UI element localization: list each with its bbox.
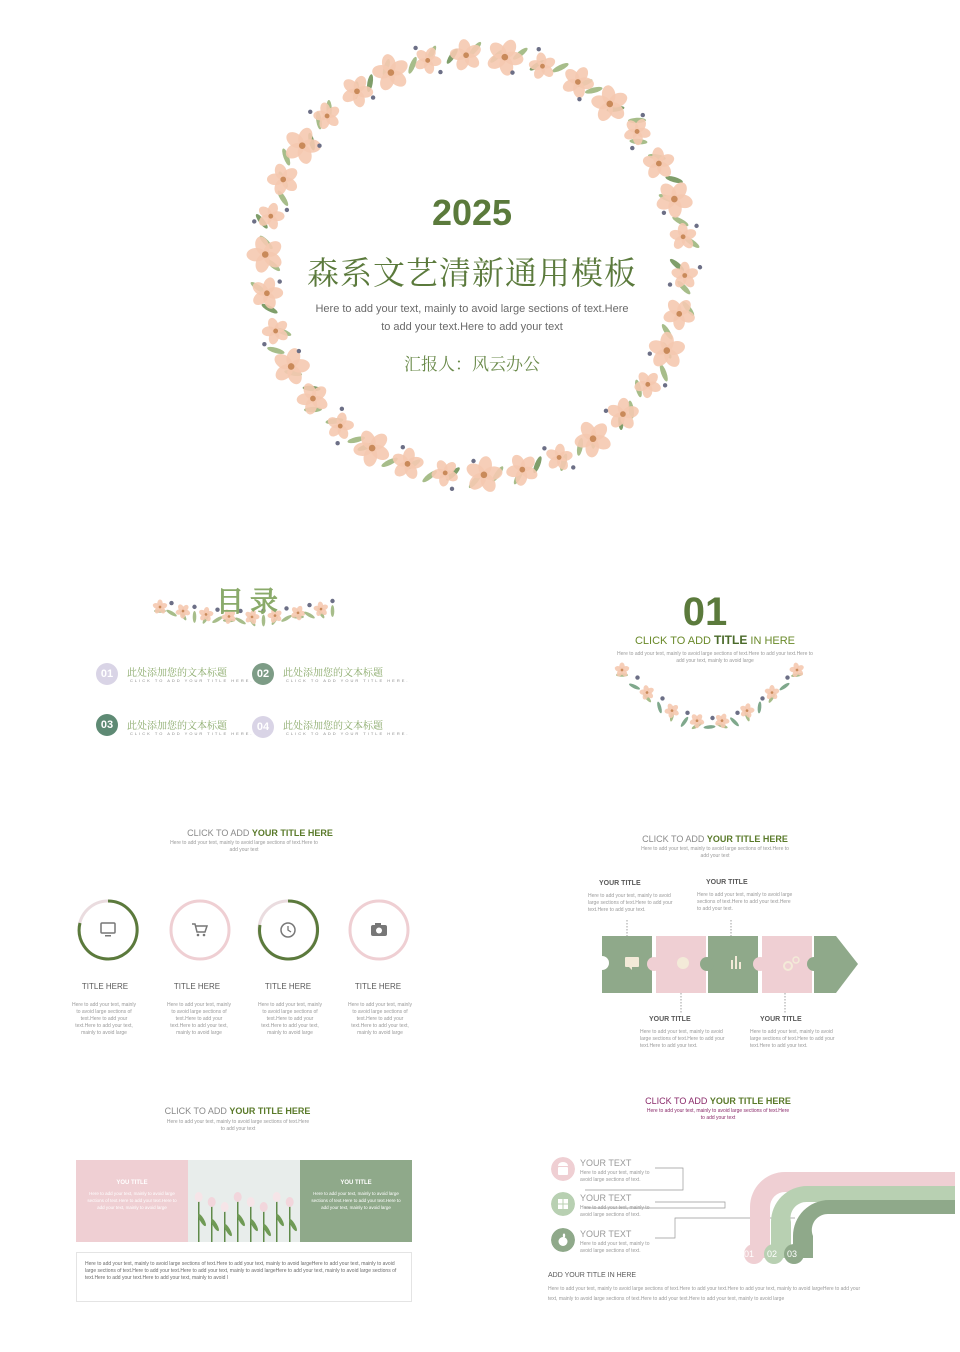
flower (345, 421, 400, 476)
toc-item-04[interactable] (252, 716, 410, 738)
os-item-android (551, 1157, 650, 1186)
puzzle-title-3: YOUR TITLE (649, 1016, 691, 1023)
leaf (680, 716, 690, 728)
berry (604, 409, 608, 413)
slide-heading (618, 1096, 818, 1106)
leaf (779, 682, 791, 692)
berry (450, 487, 454, 491)
panel-title: YOU TITLE (340, 1180, 372, 1186)
toc-title: 目录 (216, 586, 285, 617)
toc-item-sub: CLICK TO ADD YOUR TITLE HERE. (286, 731, 410, 736)
puzzle-title-1: YOUR TITLE (599, 880, 641, 887)
berry (284, 606, 288, 610)
berry (571, 465, 575, 469)
berry (660, 696, 664, 700)
tulip-head (273, 1192, 281, 1202)
os-item-title: YOUR TEXT (580, 1158, 632, 1168)
toc-item-sub: CLICK TO ADD YOUR TITLE HERE. (130, 731, 254, 736)
berry (307, 603, 311, 607)
os-item-title: YOUR TEXT (580, 1193, 632, 1203)
toc-item-02[interactable] (252, 663, 410, 685)
android-icon (551, 1157, 575, 1181)
heading-pre: CLICK TO ADD (642, 834, 707, 844)
item-title: TITLE HERE (354, 982, 402, 991)
flower (712, 710, 733, 731)
puzzle-title-4: YOUR TITLE (760, 1016, 802, 1023)
heading-bold: YOUR TITLE HERE (709, 1096, 791, 1106)
puzzle-text-4: Here to add your text, mainly to avoid large sections of text.Here to add your text.Here to add your text. (750, 1029, 835, 1049)
item-title: TITLE HERE (173, 982, 221, 991)
section-title (600, 633, 830, 647)
flower (388, 445, 428, 483)
green-panel (300, 1160, 412, 1242)
toc-item-sub: CLICK TO ADD YOUR TITLE HERE. (130, 678, 254, 683)
flower (325, 410, 356, 442)
tulip-head (195, 1192, 203, 1202)
windows-icon (551, 1192, 575, 1216)
cover-title: 森系文艺清新通用模板 (306, 255, 637, 291)
flower (479, 31, 531, 84)
toc-item-label: 此处添加您的文本标题 (127, 668, 227, 679)
slide-heading-text: Here to add your text, mainly to avoid large sections of text.Here to add your text (646, 1108, 790, 1121)
item-title: TITLE HERE (81, 982, 129, 991)
flower (444, 33, 489, 77)
toc-item-label: 此处添加您的文本标题 (127, 721, 227, 732)
stem (237, 1200, 239, 1242)
item-text: Here to add your text, mainly to avoid large sections of text.Here to add your text.Here to add your text, mainly to avoid large (258, 1002, 322, 1036)
text-box (76, 1252, 412, 1302)
monitor-icon (101, 923, 115, 937)
slide-heading (140, 828, 380, 838)
berry (330, 599, 334, 603)
leaf (165, 609, 177, 618)
heading-bold: YOUR TITLE HERE (706, 834, 788, 844)
toc-item-sub: CLICK TO ADD YOUR TITLE HERE. (286, 678, 410, 683)
tulip-head (234, 1192, 242, 1202)
item-text: Here to add your text, mainly to avoid large sections of text.Here to add your text.Here to add your text, mainly to avoid large (167, 1002, 231, 1036)
berry (537, 47, 541, 51)
berry (577, 97, 581, 101)
toc-number-badge: 01 (96, 663, 118, 685)
apple-icon (551, 1228, 575, 1252)
slide-heading-text: Here to add your text, mainly to avoid large sections of text.Here to add your text (166, 1119, 310, 1132)
slide-heading-text: Here to add your text, mainly to avoid large sections of text.Here to add your text (170, 840, 318, 853)
berry (641, 113, 645, 117)
berry (308, 110, 312, 114)
toc-item-label: 此处添加您的文本标题 (283, 721, 383, 732)
berry (635, 675, 639, 679)
section-title-pre: CLICK TO ADD (634, 635, 715, 647)
berry (542, 446, 546, 450)
item-title: TITLE HERE (264, 982, 312, 991)
cover-subtitle-line1: Here to add your text, mainly to avoid large sections of text.Here (315, 303, 629, 315)
stem (198, 1200, 200, 1242)
berry (401, 445, 405, 449)
flower (172, 600, 194, 622)
band-number-03: 03 (787, 1249, 798, 1259)
berry (192, 605, 196, 609)
berry (413, 46, 417, 50)
item-text: Here to add your text, mainly to avoid large sections of text.Here to add your text.Here to add your text, mainly to avoid large (348, 1002, 412, 1036)
tulip-head (286, 1197, 294, 1207)
leaf (729, 716, 740, 727)
puzzle-title-2: YOUR TITLE (706, 879, 748, 886)
tulip-head (260, 1202, 268, 1212)
heading-pre: CLICK TO ADD (187, 828, 252, 838)
os-item-title: YOUR TEXT (580, 1229, 632, 1239)
toc-number-badge: 02 (252, 663, 274, 685)
footer-title: ADD YOUR TITLE IN HERE (548, 1272, 637, 1279)
section-title-post: IN HERE (747, 635, 796, 647)
berry (710, 716, 714, 720)
berry (262, 342, 266, 346)
berry (340, 407, 344, 411)
pink-panel (76, 1160, 188, 1242)
section-title-bold: TITLE (714, 633, 748, 647)
cart-icon (192, 924, 207, 936)
puzzle-arrow (596, 918, 861, 1018)
cover-subtitle (0, 300, 944, 336)
berry (438, 70, 442, 74)
leaf (331, 605, 335, 617)
item-text: Here to add your text, mainly to avoid large sections of text.Here to add your text.Here to add your text, mainly to avoid large (72, 1002, 136, 1036)
bubble-icon (677, 957, 689, 969)
panel-title: YOU TITLE (116, 1180, 148, 1186)
toc-item-03[interactable] (96, 714, 254, 736)
flower (458, 449, 510, 500)
leaf (757, 701, 762, 713)
berry (663, 383, 667, 387)
flower (527, 50, 559, 83)
camera-icon (371, 923, 387, 936)
puzzle-text-1: Here to add your text, mainly to avoid large sections of text.Here to add your text.Here to add your text. (588, 893, 673, 913)
berry (317, 143, 321, 147)
band-number-02: 02 (767, 1249, 778, 1259)
os-item-text: Here to add your text, mainly to avoid large sections of text. (580, 1241, 650, 1254)
heading-pre: CLICK TO ADD (645, 1096, 710, 1106)
panel-text: Here to add your text, mainly to avoid large sections of text.Here to add your text.Here to add your text, mainly to avoid large (87, 1191, 177, 1210)
leaf (303, 611, 315, 620)
berry (735, 711, 739, 715)
tulip-head (208, 1197, 216, 1207)
flower (689, 713, 705, 728)
puzzle-text-3: Here to add your text, mainly to avoid large sections of text.Here to add your text.Here to add your text. (640, 1029, 725, 1049)
os-item-text: Here to add your text, mainly to avoid large sections of text. (580, 1205, 650, 1218)
flower (539, 437, 579, 477)
slide-heading (130, 1106, 345, 1116)
leaf (703, 725, 715, 730)
heading-bold: YOUR TITLE HERE (229, 1106, 311, 1116)
os-item-windows (551, 1192, 650, 1221)
tulip-head (247, 1197, 255, 1207)
toc-number-badge: 03 (96, 714, 118, 736)
puzzle-text-2: Here to add your text, mainly to avoid large sections of text.Here to add your text.Here to add your text. (697, 892, 793, 912)
berry (685, 711, 689, 715)
slide-heading (600, 834, 830, 844)
footer-text: Here to add your text, mainly to avoid large sections of text.Here to add your text.Here to add your text, mainly to avoid largeHere to add your text, mainly to avoid large sections of text.Here to add your text.Here to add your text, mainly to avoid large (548, 1286, 861, 1302)
icon-circles (70, 895, 420, 970)
berry (169, 601, 173, 605)
stem (276, 1200, 278, 1242)
berry (760, 696, 764, 700)
leaf (628, 682, 640, 690)
flower (307, 96, 346, 136)
tulip-head (221, 1202, 229, 1212)
section-floral-arc (612, 660, 807, 740)
berry (371, 95, 375, 99)
heading-bold: YOUR TITLE HERE (251, 828, 333, 838)
berry (510, 70, 514, 74)
cover-reporter: 汇报人：风云办公 (404, 355, 540, 374)
cover-subtitle-line2: to add your text.Here to add your text (381, 321, 563, 333)
os-item-apple (551, 1228, 650, 1257)
leaf (193, 611, 197, 623)
text-box-content: Here to add your text, mainly to avoid large sections of text.Here to add your text, mainly to avoid largeHere to add your text, mainly to avoid large sections of text.Here to add your text.Here to add your text, mainly to avoid largeHere to add your text, mainly to avoid large sections of text.Here to add your text.Here to add your text, mainly to avoid l (85, 1261, 397, 1281)
toc-number-badge: 04 (252, 716, 274, 738)
berry (471, 459, 475, 463)
leaf (656, 701, 663, 714)
berry (335, 441, 339, 445)
heading-pre: CLICK TO ADD (164, 1106, 230, 1116)
band-number-01: 01 (744, 1249, 755, 1259)
clock-icon (281, 923, 295, 937)
flowers-photo (188, 1160, 300, 1242)
cover-year: 2025 (431, 192, 513, 233)
os-item-text: Here to add your text, mainly to avoid large sections of text. (580, 1170, 650, 1183)
section-number: 01 (682, 590, 728, 634)
panel-text: Here to add your text, mainly to avoid large sections of text.Here to add your text.Here to add your text, mainly to avoid large (311, 1191, 401, 1210)
section-text: Here to add your text, mainly to avoid large sections of text.Here to add your text.Here to add your text, mainly to avoid large (617, 651, 813, 664)
berry (630, 146, 634, 150)
toc-item-01[interactable] (96, 663, 254, 685)
berry (785, 675, 789, 679)
slide-heading-text: Here to add your text, mainly to avoid large sections of text.Here to add your text (641, 846, 789, 859)
toc-item-label: 此处添加您的文本标题 (283, 668, 383, 679)
